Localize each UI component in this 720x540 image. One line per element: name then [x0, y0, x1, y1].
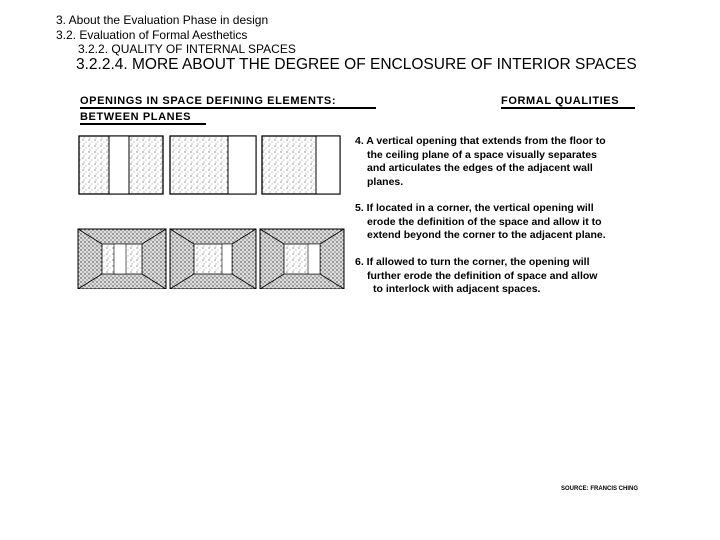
note-line: to interlock with adjacent spaces.: [373, 283, 541, 295]
header-line-3: 3.2.2. QUALITY OF INTERNAL SPACES: [78, 42, 296, 56]
section-heading-formal-qualities: FORMAL QUALITIES: [501, 95, 620, 107]
section-heading-openings: OPENINGS IN SPACE DEFINING ELEMENTS:: [80, 95, 337, 107]
underline: [80, 107, 376, 109]
header-line-1: 3. About the Evaluation Phase in design: [56, 13, 269, 27]
note-line: further erode the definition of space and allow: [367, 269, 598, 282]
note-line: extend beyond the corner to the adjacent plane.: [367, 229, 606, 241]
note-line: 6. If allowed to turn the corner, the opening will: [355, 256, 590, 268]
note-line: erode the definition of the space and allow it to: [367, 215, 602, 228]
note-line: and articulates the edges of the adjacent wall: [367, 162, 593, 174]
section-heading-between-planes: BETWEEN PLANES: [80, 111, 192, 123]
page-title: 3.2.2.4. MORE ABOUT THE DEGREE OF ENCLOSURE OF INTERIOR SPACES: [76, 56, 637, 73]
source-credit: SOURCE: FRANCIS CHING: [561, 486, 639, 492]
perspective-diagram-6: [260, 229, 344, 289]
note-4: [355, 135, 606, 189]
elevation-diagram-5: [170, 136, 256, 194]
note-line: 4. A vertical opening that extends from the floor to: [355, 135, 606, 147]
underline: [80, 123, 206, 125]
note-line: the ceiling plane of a space visually separates: [367, 148, 597, 161]
perspective-diagram-4: [78, 229, 166, 289]
underline: [501, 107, 635, 109]
header-line-2: 3.2. Evaluation of Formal Aesthetics: [56, 28, 248, 42]
perspective-diagram-5: [170, 229, 256, 289]
elevation-diagram-6: [262, 136, 340, 194]
note-6: [355, 256, 597, 297]
elevation-diagram-4: [79, 136, 163, 194]
figure-openings-diagrams: [76, 133, 346, 289]
note-line: 5. If located in a corner, the vertical opening will: [355, 202, 594, 214]
note-line: planes.: [367, 175, 404, 188]
note-5: [355, 202, 606, 243]
